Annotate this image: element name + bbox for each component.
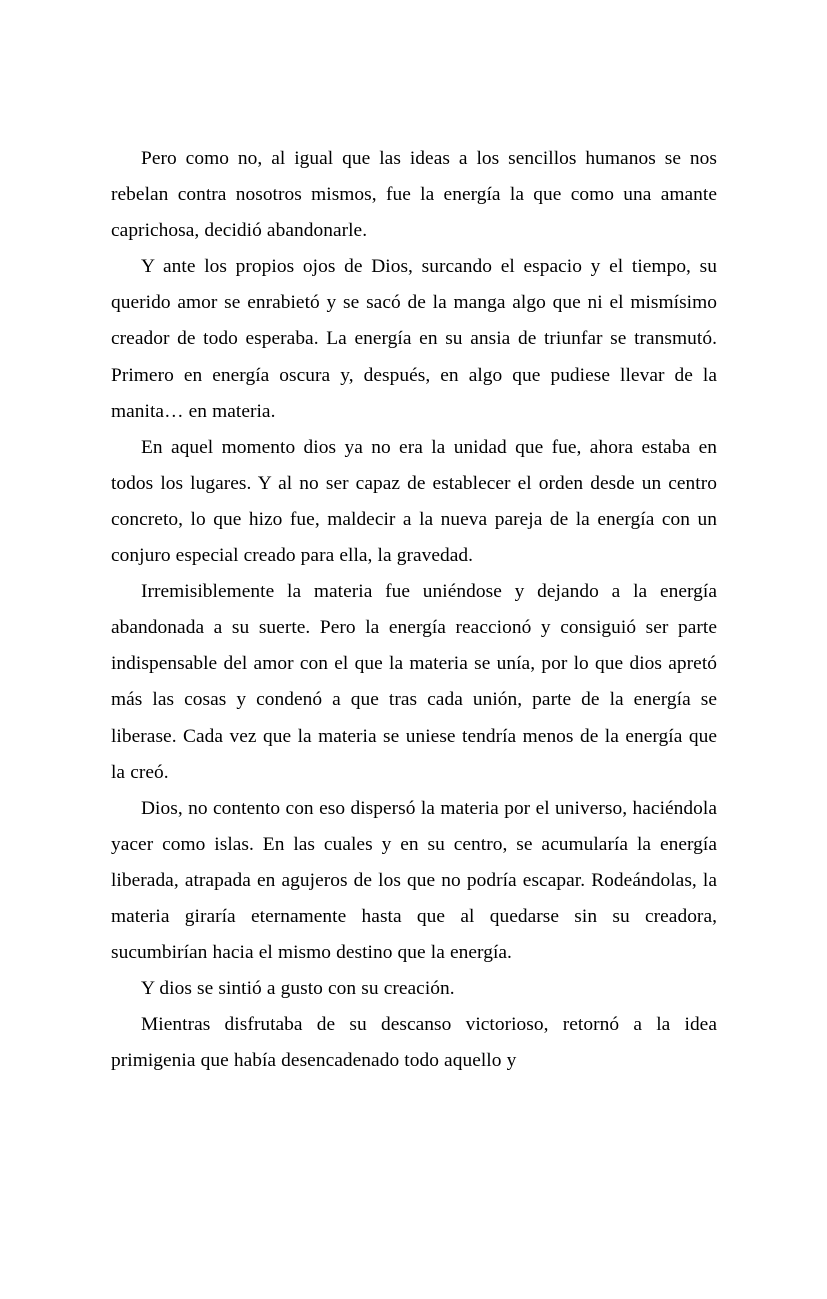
paragraph: Y ante los propios ojos de Dios, surcando el espacio y el tiempo, su querido amor se enrabietó y se sacó de la manga algo que ni el mismísimo creador de todo esperaba. La energía en su ansia de triunfar se transmutó. Primero en energía oscura y, después, en algo que pudiese llevar de la manita… en materia. bbox=[111, 256, 717, 422]
paragraph: Dios, no contento con eso dispersó la materia por el universo, haciéndola yacer como islas. En las cuales y en su centro, se acumularía la energía liberada, atrapada en agujeros de los que no podría escapar. Rodeándolas, la materia giraría eternamente hasta que al quedarse sin su creadora, sucumbirían hacia el mismo destino que la energía. bbox=[111, 797, 717, 964]
paragraph: En aquel momento dios ya no era la unidad que fue, ahora estaba en todos los lugares. Y al no ser capaz de establecer el orden desde un centro concreto, lo que hizo fue, maldecir a la nueva pareja de la energía con un conjuro especial creado para ella, la gravedad. bbox=[111, 436, 717, 567]
paragraph: Irremisiblemente la materia fue uniéndose y dejando a la energía abandonada a su suerte. Pero la energía reaccionó y consiguió ser parte indispensable del amor con el que la materia se unía, por lo que dios apretó más las cosas y condenó a que tras cada unión, parte de la energía se liberase. Cada vez que la materia se uniese tendría menos de la energía que la creó. bbox=[111, 581, 717, 783]
paragraph: Y dios se sintió a gusto con su creación. bbox=[141, 978, 455, 1000]
body-text-column bbox=[111, 141, 717, 1079]
paragraph: Pero como no, al igual que las ideas a los sencillos humanos se nos rebelan contra nosotros mismos, fue la energía la que como una amante caprichosa, decidió abandonarle. bbox=[111, 148, 717, 242]
paragraph: Mientras disfrutaba de su descanso victorioso, retornó a la idea primigenia que había desencadenado todo aquello y bbox=[111, 1014, 717, 1072]
